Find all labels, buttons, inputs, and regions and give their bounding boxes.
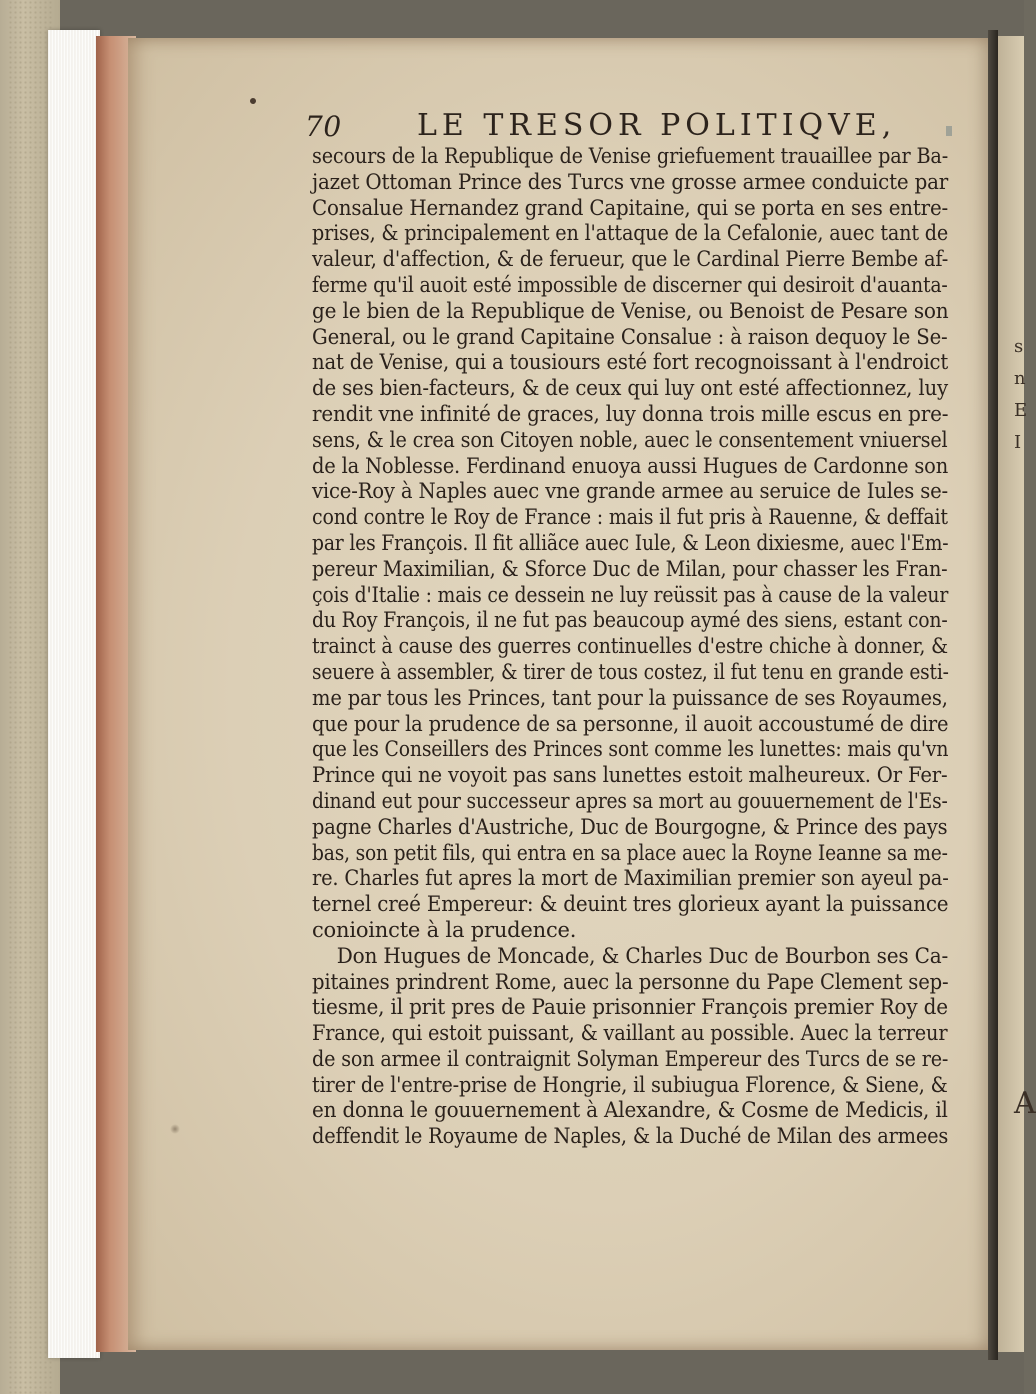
text-line: du Roy François, il ne fut pas beaucoup aymé des siens, estant con- <box>312 608 948 633</box>
running-title: LE TRESOR POLITIQVE, <box>417 108 897 143</box>
next-page-fragment: A <box>1014 1086 1036 1121</box>
text-line: General, ou le grand Capitaine Consalue : à raison dequoy le Se- <box>312 324 948 349</box>
page-number: 70 <box>305 110 342 143</box>
paper-stain <box>170 1124 180 1134</box>
paragraph <box>312 144 948 944</box>
text-line: conioincte à la prudence. <box>312 917 577 942</box>
text-line: pagne Charles d'Austriche, Duc de Bourgogne, & Prince des pays <box>312 814 948 839</box>
text-line: seuere à assembler, & tirer de tous costez, il fut tenu en grande esti- <box>312 659 949 684</box>
book-gutter <box>988 30 998 1360</box>
text-line: par les François. Il fit alliãce auec Iule, & Leon dixiesme, auec l'Em- <box>312 530 949 555</box>
text-line: Prince qui ne voyoit pas sans lunettes estoit malheureux. Or Fer- <box>312 763 948 788</box>
text-line: prises, & principalement en l'attaque de la Cefalonie, auec tant de <box>312 221 949 246</box>
text-line: tirer de l'entre-prise de Hongrie, il subiugua Florence, & Siene, & <box>312 1072 948 1097</box>
text-line: ternel creé Empereur: & deuint tres glorieux ayant la puissance <box>312 892 949 917</box>
body-text <box>312 144 948 1150</box>
next-page-fragment: n <box>1014 368 1026 389</box>
text-line: secours de la Republique de Venise griefuement trauaillee par Ba- <box>312 144 949 168</box>
text-line: sens, & le crea son Citoyen noble, auec le consentement vniuersel <box>312 427 948 452</box>
text-line: valeur, d'affection, & de ferueur, que le Cardinal Pierre Bembe af- <box>312 247 949 272</box>
text-line: çois d'Italie : mais ce dessein ne luy reüssit pas à cause de la valeur <box>312 582 949 607</box>
next-page-sliver <box>998 36 1036 1352</box>
text-line: vice-Roy à Naples auec vne grande armee au seruice de Iules se- <box>312 479 948 504</box>
next-page-fragment: I <box>1014 432 1022 453</box>
text-line: Consalue Hernandez grand Capitaine, qui se porta en ses entre- <box>312 195 949 220</box>
text-line: me par tous les Princes, tant pour la puissance de ses Royaumes, <box>312 685 948 710</box>
text-line: jazet Ottoman Prince des Turcs vne grosse armee conduicte par <box>312 169 949 194</box>
text-line: que pour la prudence de sa personne, il auoit accoustumé de dire <box>312 711 949 736</box>
ink-speck <box>250 98 256 104</box>
text-line: en donna le gouuernement à Alexandre, & Cosme de Medicis, il <box>312 1098 948 1123</box>
next-page-fragment: E <box>1014 400 1028 421</box>
text-line: nat de Venise, qui a tousiours esté fort recognoissant à l'endroict <box>312 350 949 375</box>
text-line: ferme qu'il auoit esté impossible de discerner qui desiroit d'auanta- <box>312 272 948 297</box>
page-edges <box>48 30 100 1358</box>
text-line: rendit vne infinité de graces, luy donna trois mille escus en pre- <box>312 401 949 426</box>
text-line: cond contre le Roy de France : mais il fut pris à Rauenne, & deffait <box>312 505 948 530</box>
text-line: pitaines prindrent Rome, auec la personne du Pape Clement sep- <box>312 969 949 994</box>
text-line: ge le bien de la Republique de Venise, ou Benoist de Pesare son <box>312 298 949 323</box>
page-header <box>305 106 945 146</box>
text-line: pereur Maximilian, & Sforce Duc de Milan, pour chasser les Fran- <box>312 556 948 581</box>
text-line: de ses bien-facteurs, & de ceux qui luy ont esté affectionnez, luy <box>312 376 949 401</box>
text-line: deffendit le Royaume de Naples, & la Duché de Milan des armees <box>312 1124 949 1149</box>
margin-mark <box>946 126 952 136</box>
text-line: Don Hugues de Moncade, & Charles Duc de Bourbon ses Ca- <box>336 943 949 968</box>
paragraph <box>312 944 948 1150</box>
text-line: bas, son petit fils, qui entra en sa place auec la Royne Ieanne sa me- <box>312 840 948 865</box>
text-line: France, qui estoit puissant, & vaillant au possible. Auec la terreur <box>312 1021 948 1046</box>
text-line: de la Noblesse. Ferdinand enuoya aussi Hugues de Cardonne son <box>312 453 949 478</box>
text-line: re. Charles fut apres la mort de Maximilian premier son ayeul pa- <box>312 866 949 891</box>
next-page-fragment: s <box>1014 336 1024 357</box>
text-line: que les Conseillers des Princes sont comme les lunettes: mais qu'vn <box>312 737 949 762</box>
text-line: trainct à cause des guerres continuelles d'estre chiche à donner, & <box>312 634 948 659</box>
text-line: dinand eut pour successeur apres sa mort au gouuernement de l'Es- <box>312 788 948 813</box>
text-line: de son armee il contraignit Solyman Empereur des Turcs de se re- <box>312 1046 949 1071</box>
text-line: tiesme, il prit pres de Pauie prisonnier François premier Roy de <box>312 995 948 1020</box>
